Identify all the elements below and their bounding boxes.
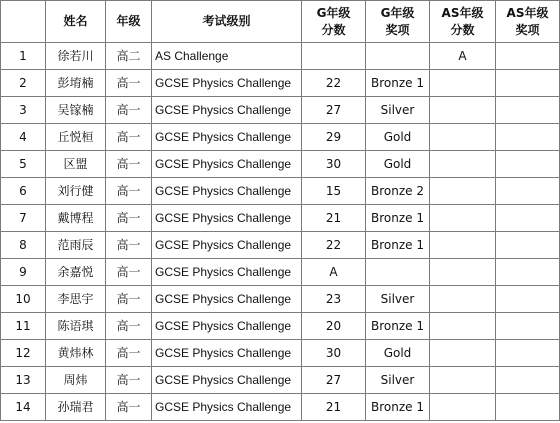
cell-grade: 高一 (106, 286, 152, 313)
cell-as-award (496, 151, 560, 178)
cell-grade: 高二 (106, 43, 152, 70)
cell-as-award (496, 124, 560, 151)
cell-g-award (366, 259, 430, 286)
cell-name: 吴镓楠 (46, 97, 106, 124)
header-as-score-line2: 分数 (450, 22, 475, 37)
header-grade: 年级 (106, 1, 152, 43)
cell-name: 徐若川 (46, 43, 106, 70)
cell-index: 6 (1, 178, 46, 205)
table-row (1, 70, 560, 97)
cell-level: GCSE Physics Challenge (152, 286, 302, 313)
cell-level: GCSE Physics Challenge (152, 232, 302, 259)
cell-g-score: 22 (302, 232, 366, 259)
cell-as-score (430, 178, 496, 205)
cell-grade: 高一 (106, 394, 152, 421)
cell-grade: 高一 (106, 124, 152, 151)
cell-g-score: 27 (302, 367, 366, 394)
cell-name: 黄炜林 (46, 340, 106, 367)
table-row (1, 205, 560, 232)
cell-as-award (496, 205, 560, 232)
table-row (1, 124, 560, 151)
header-g-award-line1: G年级 (380, 5, 415, 20)
cell-as-award (496, 340, 560, 367)
cell-g-award: Bronze 1 (366, 205, 430, 232)
cell-level: GCSE Physics Challenge (152, 367, 302, 394)
cell-as-award (496, 232, 560, 259)
cell-grade: 高一 (106, 97, 152, 124)
header-as-score-line1: AS年级 (441, 5, 484, 20)
cell-g-score: 30 (302, 151, 366, 178)
cell-as-award (496, 259, 560, 286)
cell-g-score: 15 (302, 178, 366, 205)
cell-g-award: Silver (366, 97, 430, 124)
header-g-award-line2: 奖项 (385, 22, 410, 37)
cell-level: GCSE Physics Challenge (152, 340, 302, 367)
table-row (1, 340, 560, 367)
cell-as-score (430, 340, 496, 367)
cell-name: 李思宇 (46, 286, 106, 313)
header-g-score-line2: 分数 (321, 22, 346, 37)
cell-index: 14 (1, 394, 46, 421)
cell-as-score (430, 151, 496, 178)
cell-as-score (430, 394, 496, 421)
cell-level: GCSE Physics Challenge (152, 97, 302, 124)
cell-as-score (430, 367, 496, 394)
cell-grade: 高一 (106, 70, 152, 97)
table-row (1, 43, 560, 70)
cell-grade: 高一 (106, 178, 152, 205)
cell-g-score: 30 (302, 340, 366, 367)
table-row (1, 367, 560, 394)
header-as-award (496, 1, 560, 43)
cell-grade: 高一 (106, 259, 152, 286)
cell-g-score: 21 (302, 205, 366, 232)
cell-g-award: Gold (366, 124, 430, 151)
cell-index: 12 (1, 340, 46, 367)
cell-level: GCSE Physics Challenge (152, 151, 302, 178)
cell-name: 余嘉悦 (46, 259, 106, 286)
cell-as-award (496, 178, 560, 205)
cell-g-score: 23 (302, 286, 366, 313)
table-row (1, 151, 560, 178)
cell-as-award (496, 286, 560, 313)
cell-g-score: 22 (302, 70, 366, 97)
cell-as-score (430, 205, 496, 232)
cell-g-score (302, 43, 366, 70)
cell-index: 1 (1, 43, 46, 70)
cell-level: GCSE Physics Challenge (152, 205, 302, 232)
cell-as-score (430, 259, 496, 286)
cell-name: 戴博程 (46, 205, 106, 232)
header-level: 考试级别 (152, 1, 302, 43)
cell-index: 2 (1, 70, 46, 97)
table-row (1, 178, 560, 205)
cell-g-score: 29 (302, 124, 366, 151)
cell-as-score (430, 97, 496, 124)
header-g-award (366, 1, 430, 43)
cell-index: 8 (1, 232, 46, 259)
cell-index: 11 (1, 313, 46, 340)
table-row (1, 394, 560, 421)
cell-as-award (496, 313, 560, 340)
cell-g-award: Silver (366, 286, 430, 313)
cell-as-award (496, 394, 560, 421)
cell-index: 7 (1, 205, 46, 232)
cell-g-award: Bronze 1 (366, 70, 430, 97)
cell-g-award: Bronze 1 (366, 394, 430, 421)
cell-grade: 高一 (106, 205, 152, 232)
cell-level: GCSE Physics Challenge (152, 394, 302, 421)
header-as-award-line2: 奖项 (515, 22, 540, 37)
cell-name: 区盟 (46, 151, 106, 178)
cell-as-score (430, 70, 496, 97)
cell-g-score: A (302, 259, 366, 286)
header-g-score-line1: G年级 (316, 5, 351, 20)
cell-index: 4 (1, 124, 46, 151)
cell-index: 9 (1, 259, 46, 286)
cell-g-score: 20 (302, 313, 366, 340)
cell-g-award: Bronze 1 (366, 313, 430, 340)
table-row (1, 232, 560, 259)
cell-level: GCSE Physics Challenge (152, 259, 302, 286)
cell-name: 彭堉楠 (46, 70, 106, 97)
cell-grade: 高一 (106, 340, 152, 367)
cell-as-score (430, 313, 496, 340)
cell-as-award (496, 367, 560, 394)
cell-name: 刘行健 (46, 178, 106, 205)
table-row (1, 97, 560, 124)
table-row (1, 259, 560, 286)
cell-as-score: A (430, 43, 496, 70)
cell-grade: 高一 (106, 151, 152, 178)
cell-level: GCSE Physics Challenge (152, 313, 302, 340)
header-row (1, 1, 560, 43)
cell-level: AS Challenge (152, 43, 302, 70)
cell-as-score (430, 286, 496, 313)
cell-grade: 高一 (106, 232, 152, 259)
cell-index: 3 (1, 97, 46, 124)
cell-g-award: Silver (366, 367, 430, 394)
header-as-award-line1: AS年级 (506, 5, 549, 20)
cell-name: 孙瑞君 (46, 394, 106, 421)
cell-as-award (496, 43, 560, 70)
cell-g-award (366, 43, 430, 70)
cell-index: 5 (1, 151, 46, 178)
header-g-score (302, 1, 366, 43)
cell-as-score (430, 232, 496, 259)
cell-index: 10 (1, 286, 46, 313)
cell-g-award: Gold (366, 151, 430, 178)
cell-name: 范雨辰 (46, 232, 106, 259)
cell-name: 丘悦桓 (46, 124, 106, 151)
cell-g-award: Bronze 1 (366, 232, 430, 259)
cell-name: 周炜 (46, 367, 106, 394)
cell-index: 13 (1, 367, 46, 394)
cell-name: 陈语琪 (46, 313, 106, 340)
cell-level: GCSE Physics Challenge (152, 70, 302, 97)
cell-grade: 高一 (106, 367, 152, 394)
cell-as-award (496, 97, 560, 124)
cell-as-award (496, 70, 560, 97)
header-index (1, 1, 46, 43)
cell-grade: 高一 (106, 313, 152, 340)
header-name: 姓名 (46, 1, 106, 43)
cell-g-score: 27 (302, 97, 366, 124)
cell-as-score (430, 124, 496, 151)
cell-g-score: 21 (302, 394, 366, 421)
cell-level: GCSE Physics Challenge (152, 124, 302, 151)
table-row (1, 286, 560, 313)
cell-g-award: Bronze 2 (366, 178, 430, 205)
table-row (1, 313, 560, 340)
cell-level: GCSE Physics Challenge (152, 178, 302, 205)
header-as-score (430, 1, 496, 43)
cell-g-award: Gold (366, 340, 430, 367)
